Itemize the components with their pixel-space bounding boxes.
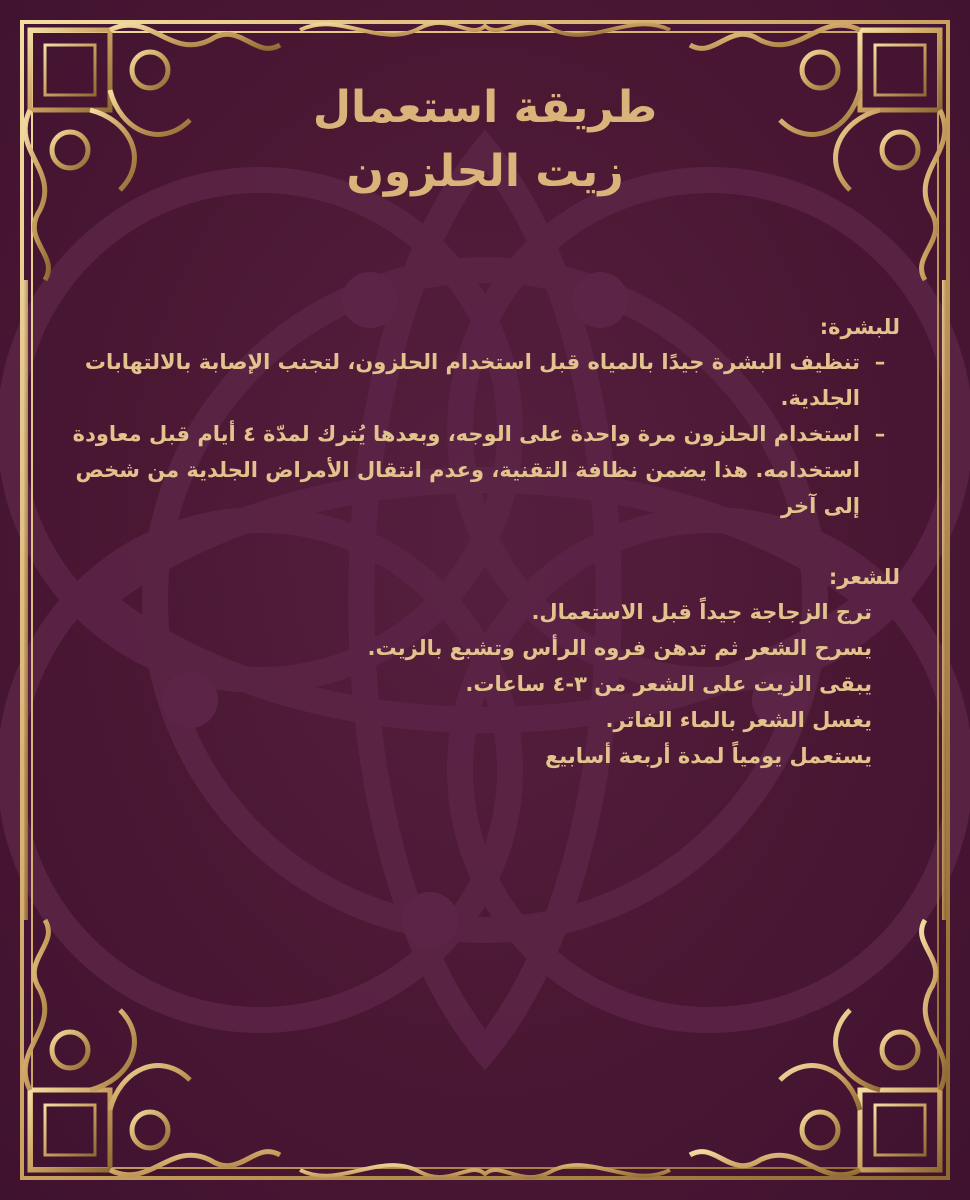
skin-item-text: تنظيف البشرة جيدًا بالمياه قبل استخدام الحلزون، لتجنب الإصابة بالالتهابات الجلدية. [84,350,860,410]
hair-list-item: يستعمل يومياً لمدة أربعة أسابيع [544,744,872,768]
skin-list-item [60,344,900,416]
skin-section-label: للبشرة: [819,315,900,339]
corner-ornament-bottom-left [25,920,280,1175]
skin-item-text: استخدام الحلزون مرة واحدة على الوجه، وبعدها يُترك لمدّة ٤ أيام قبل معاودة استخدامه. هذا يضمن نظافة التقنية، وعدم انتقال الأمراض الجلدية من شخص إلى آخر [72,422,860,518]
hair-list [60,594,872,774]
corner-ornament-bottom-right [690,920,945,1175]
title-line-2: زيت الحلزون [346,146,624,197]
hair-list-item: يغسل الشعر بالماء الفاتر. [605,708,872,732]
bullet-dash: – [874,422,886,446]
hair-list-item: يبقى الزيت على الشعر من ٣-٤ ساعات. [465,672,872,696]
hair-list-item: ترج الزجاجة جيداً قبل الاستعمال. [531,600,872,624]
instructions-content [60,310,900,774]
hair-list-item: يسرح الشعر ثم تدهن فروه الرأس وتشبع بالزيت. [367,636,872,660]
bullet-dash: – [874,350,886,374]
hair-section-label: للشعر: [828,565,900,589]
title-line-1: طريقة استعمال [312,82,658,133]
skin-list-item [60,416,900,524]
